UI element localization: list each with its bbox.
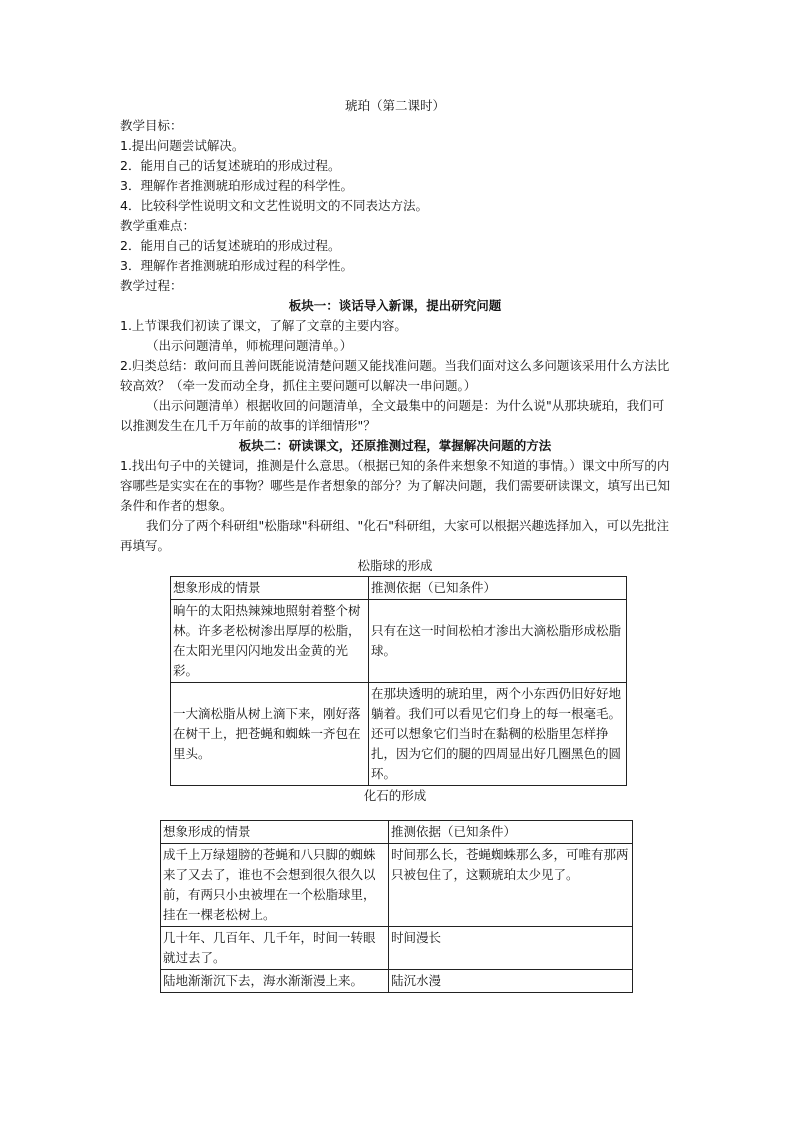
table-row bbox=[161, 927, 633, 970]
table-cell: 时间漫长 bbox=[389, 927, 633, 970]
goal-item: 4．比较科学性说明文和文艺性说明文的不同表达方法。 bbox=[120, 198, 428, 213]
table-cell: 晌午的太阳热辣辣地照射着整个树林。许多老松树渗出厚厚的松脂，在太阳光里闪闪地发出金黄的光彩。 bbox=[171, 600, 369, 683]
block1-paragraph: （出示问题清单）根据收回的问题清单，全文最集中的问题是：为什么说"从那块琥珀，我们可以推测发生在几千万年前的故事的详细情形"？ bbox=[120, 398, 665, 433]
table-cell: 一大滴松脂从树上滴下来，刚好落在树干上，把苍蝇和蜘蛛一齐包在里头。 bbox=[171, 683, 369, 786]
document-page bbox=[120, 96, 670, 993]
table2-caption: 化石的形成 bbox=[363, 788, 427, 803]
pine-resin-table bbox=[170, 576, 627, 786]
table-cell: 在那块透明的琥珀里，两个小东西仍旧好好地躺着。我们可以看见它们身上的每一根毫毛。还可以想象它们当时在黏稠的松脂里怎样挣扎，因为它们的腿的四周显出好几圈黑色的圆环。 bbox=[369, 683, 627, 786]
goal-item: 1.提出问题尝试解决。 bbox=[120, 138, 245, 153]
table-header-row bbox=[161, 821, 633, 844]
table-header-row bbox=[171, 577, 627, 600]
block2-paragraph: 我们分了两个科研组"松脂球"科研组、"化石"科研组，大家可以根据兴趣选择加入，可以先批注再填写。 bbox=[120, 518, 669, 553]
key-point-item: 2．能用自己的话复述琥珀的形成过程。 bbox=[120, 238, 341, 253]
table-cell: 陆沉水漫 bbox=[389, 970, 633, 993]
table-header-cell: 推测依据（已知条件） bbox=[369, 577, 627, 600]
goal-item: 2．能用自己的话复述琥珀的形成过程。 bbox=[120, 158, 341, 173]
table-row bbox=[161, 970, 633, 993]
table-cell: 成千上万绿翅膀的苍蝇和八只脚的蜘蛛来了又去了，谁也不会想到很久很久以前，有两只小虫被埋在一个松脂球里，挂在一棵老松树上。 bbox=[161, 844, 389, 927]
block1-paragraph: 1.上节课我们初读了课文，了解了文章的主要内容。 bbox=[120, 318, 407, 333]
table-cell: 只有在这一时间松柏才渗出大滴松脂形成松脂球。 bbox=[369, 600, 627, 683]
table-header-cell: 想象形成的情景 bbox=[171, 577, 369, 600]
table1-caption: 松脂球的形成 bbox=[357, 558, 433, 573]
table-cell: 几十年、几百年、几千年，时间一转眼就过去了。 bbox=[161, 927, 389, 970]
key-points-heading: 教学重难点： bbox=[120, 218, 196, 233]
key-point-item: 3．理解作者推测琥珀形成过程的科学性。 bbox=[120, 258, 353, 273]
goals-heading: 教学目标： bbox=[120, 118, 183, 133]
goal-item: 3．理解作者推测琥珀形成过程的科学性。 bbox=[120, 178, 353, 193]
table-row bbox=[171, 683, 627, 786]
block1-title: 板块一：谈话导入新课，提出研究问题 bbox=[288, 298, 502, 313]
table-header-cell: 想象形成的情景 bbox=[161, 821, 389, 844]
table-row bbox=[171, 600, 627, 683]
block2-paragraph: 1.找出句子中的关键词，推测是什么意思。（根据已知的条件来想象不知道的事情。）课文中所写的内容哪些是实实在在的事物？哪些是作者想象的部分？为了解决问题，我们需要研读课文，填写出已知条件和作者的想象。 bbox=[120, 458, 671, 513]
table-header-cell: 推测依据（已知条件） bbox=[389, 821, 633, 844]
page-title: 琥珀（第二课时） bbox=[344, 98, 445, 113]
process-heading: 教学过程： bbox=[120, 278, 183, 293]
table-row bbox=[161, 844, 633, 927]
table-cell: 陆地渐渐沉下去，海水渐渐漫上来。 bbox=[161, 970, 389, 993]
block1-paragraph: （出示问题清单，师梳理问题清单。） bbox=[146, 338, 353, 353]
block2-title: 板块二：研读课文，还原推测过程，掌握解决问题的方法 bbox=[238, 438, 552, 453]
table-cell: 时间那么长，苍蝇蜘蛛那么多，可唯有那两只被包住了，这颗琥珀太少见了。 bbox=[389, 844, 633, 927]
block1-paragraph: 2.归类总结：敢问而且善问既能说清楚问题又能找准问题。当我们面对这么多问题该采用什么方法比较高效？（牵一发而动全身，抓住主要问题可以解决一串问题。） bbox=[120, 358, 670, 393]
fossil-table bbox=[160, 820, 633, 993]
